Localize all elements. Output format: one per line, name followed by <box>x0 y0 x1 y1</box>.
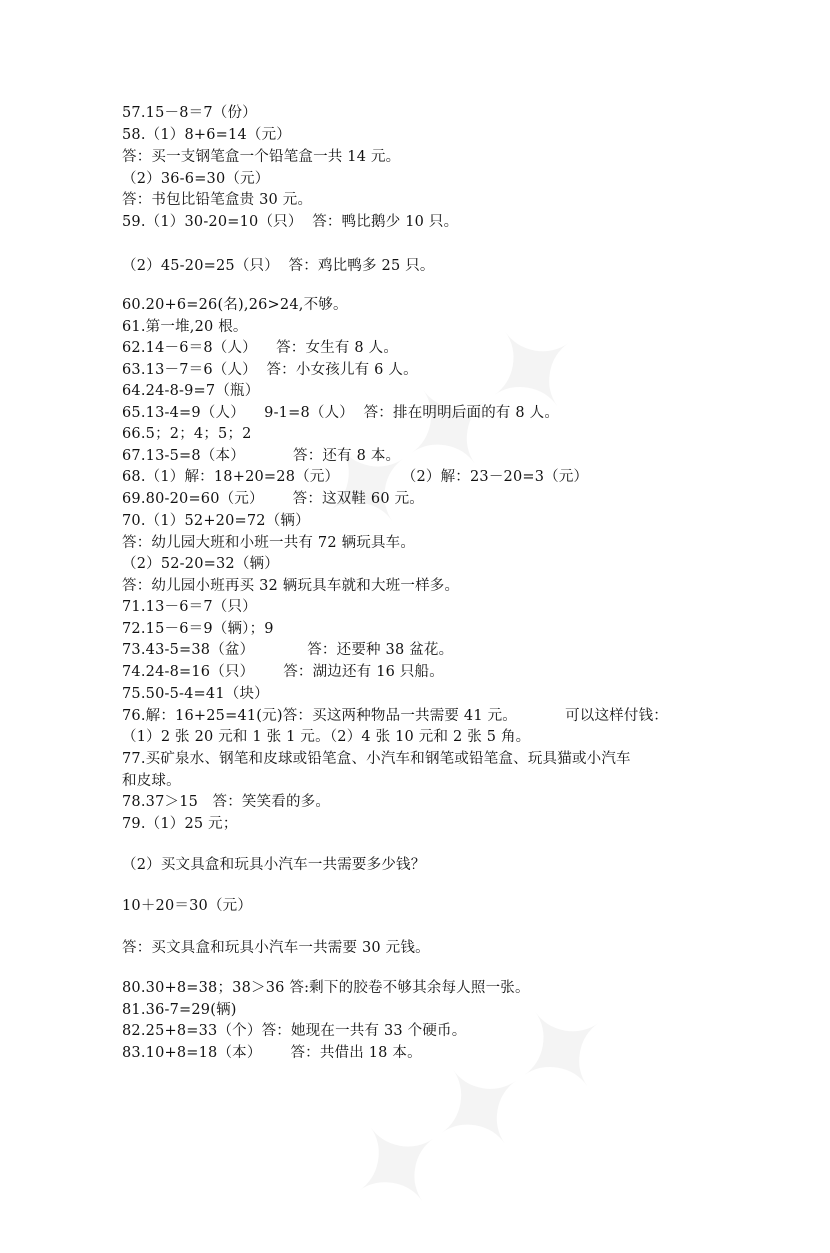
answer-line: 59.（1）30-20=10（只） 答：鸭比鹅少 10 只。 <box>122 214 459 230</box>
answer-line: （1）2 张 20 元和 1 张 1 元。（2）4 张 10 元和 2 张 5 角。 <box>122 729 531 745</box>
answer-line: 答：幼儿园大班和小班一共有 72 辆玩具车。 <box>122 535 416 551</box>
watermark-icon <box>287 286 614 573</box>
answer-line: 79.（1）25 元； <box>122 816 238 832</box>
answer-line: 77.买矿泉水、钢笔和皮球或铅笔盒、小汽车和钢笔或铅笔盒、玩具猫或小汽车 <box>122 751 631 767</box>
answer-line: 答：幼儿园小班再买 32 辆玩具车就和大班一样多。 <box>122 578 460 594</box>
answer-line: 82.25+8=33（个）答：她现在一共有 33 个硬币。 <box>122 1023 467 1039</box>
answer-line: （2）买文具盒和玩具小汽车一共需要多少钱？ <box>122 857 426 873</box>
answer-line: 80.30+8=38；38＞36 答:剩下的胶卷不够其余每人照一张。 <box>122 980 530 996</box>
answer-line: 73.43-5=38（盆） 答：还要种 38 盆花。 <box>122 642 454 658</box>
answer-line: 69.80-20=60（元） 答：这双鞋 60 元。 <box>122 491 424 507</box>
answer-line: （2）36-6=30（元） <box>122 171 270 187</box>
answer-line: 63.13－7＝6（人） 答：小女孩儿有 6 人。 <box>122 362 418 378</box>
watermark-icon <box>317 966 644 1253</box>
answer-line: 58.（1）8+6=14（元） <box>122 127 291 143</box>
answer-line: 62.14－6＝8（人） 答：女生有 8 人。 <box>122 340 399 356</box>
answer-line: （2）52-20=32（辆） <box>122 556 279 572</box>
answer-line: 68.（1）解：18+20=28（元） （2）解：23－20=3（元） <box>122 469 589 485</box>
answer-line: 67.13-5=8（本） 答：还有 8 本。 <box>122 448 401 464</box>
answer-line: 答：书包比铅笔盒贵 30 元。 <box>122 192 313 208</box>
answer-line: 83.10+8=18（本） 答：共借出 18 本。 <box>122 1045 422 1061</box>
answer-line: 和皮球。 <box>122 773 181 789</box>
answer-line: 60.20+6=26(名),26>24,不够。 <box>122 297 348 313</box>
answer-line: 74.24-8=16（只） 答：湖边还有 16 只船。 <box>122 664 444 680</box>
answer-line: 答：买文具盒和玩具小汽车一共需要 30 元钱。 <box>122 940 430 956</box>
answer-line: 10＋20＝30（元） <box>122 898 253 914</box>
answer-line: 78.37＞15 答：笑笑看的多。 <box>122 794 331 810</box>
answer-line: 66.5；2；4；5；2 <box>122 426 252 442</box>
answer-line: 答：买一支钢笔盒一个铅笔盒一共 14 元。 <box>122 149 401 165</box>
answer-line: 76.解：16+25=41(元)答：买这两种物品一共需要 41 元。 可以这样付钱： <box>122 708 668 724</box>
answer-line: 57.15－8＝7（份） <box>122 105 257 121</box>
answer-line: 81.36-7=29(辆) <box>122 1002 237 1018</box>
answer-line: （2）45-20=25（只） 答：鸡比鸭多 25 只。 <box>122 258 435 274</box>
answer-line: 72.15－6＝9（辆）；9 <box>122 621 274 637</box>
answer-line: 71.13－6＝7（只） <box>122 599 257 615</box>
answer-line: 75.50-5-4=41（块） <box>122 686 269 702</box>
answer-line: 61.第一堆,20 根。 <box>122 319 248 335</box>
answer-line: 65.13-4=9（人） 9-1=8（人） 答：排在明明后面的有 8 人。 <box>122 405 560 421</box>
answer-line: 70.（1）52+20=72（辆） <box>122 513 310 529</box>
answer-line: 64.24-8-9=7（瓶） <box>122 383 260 399</box>
